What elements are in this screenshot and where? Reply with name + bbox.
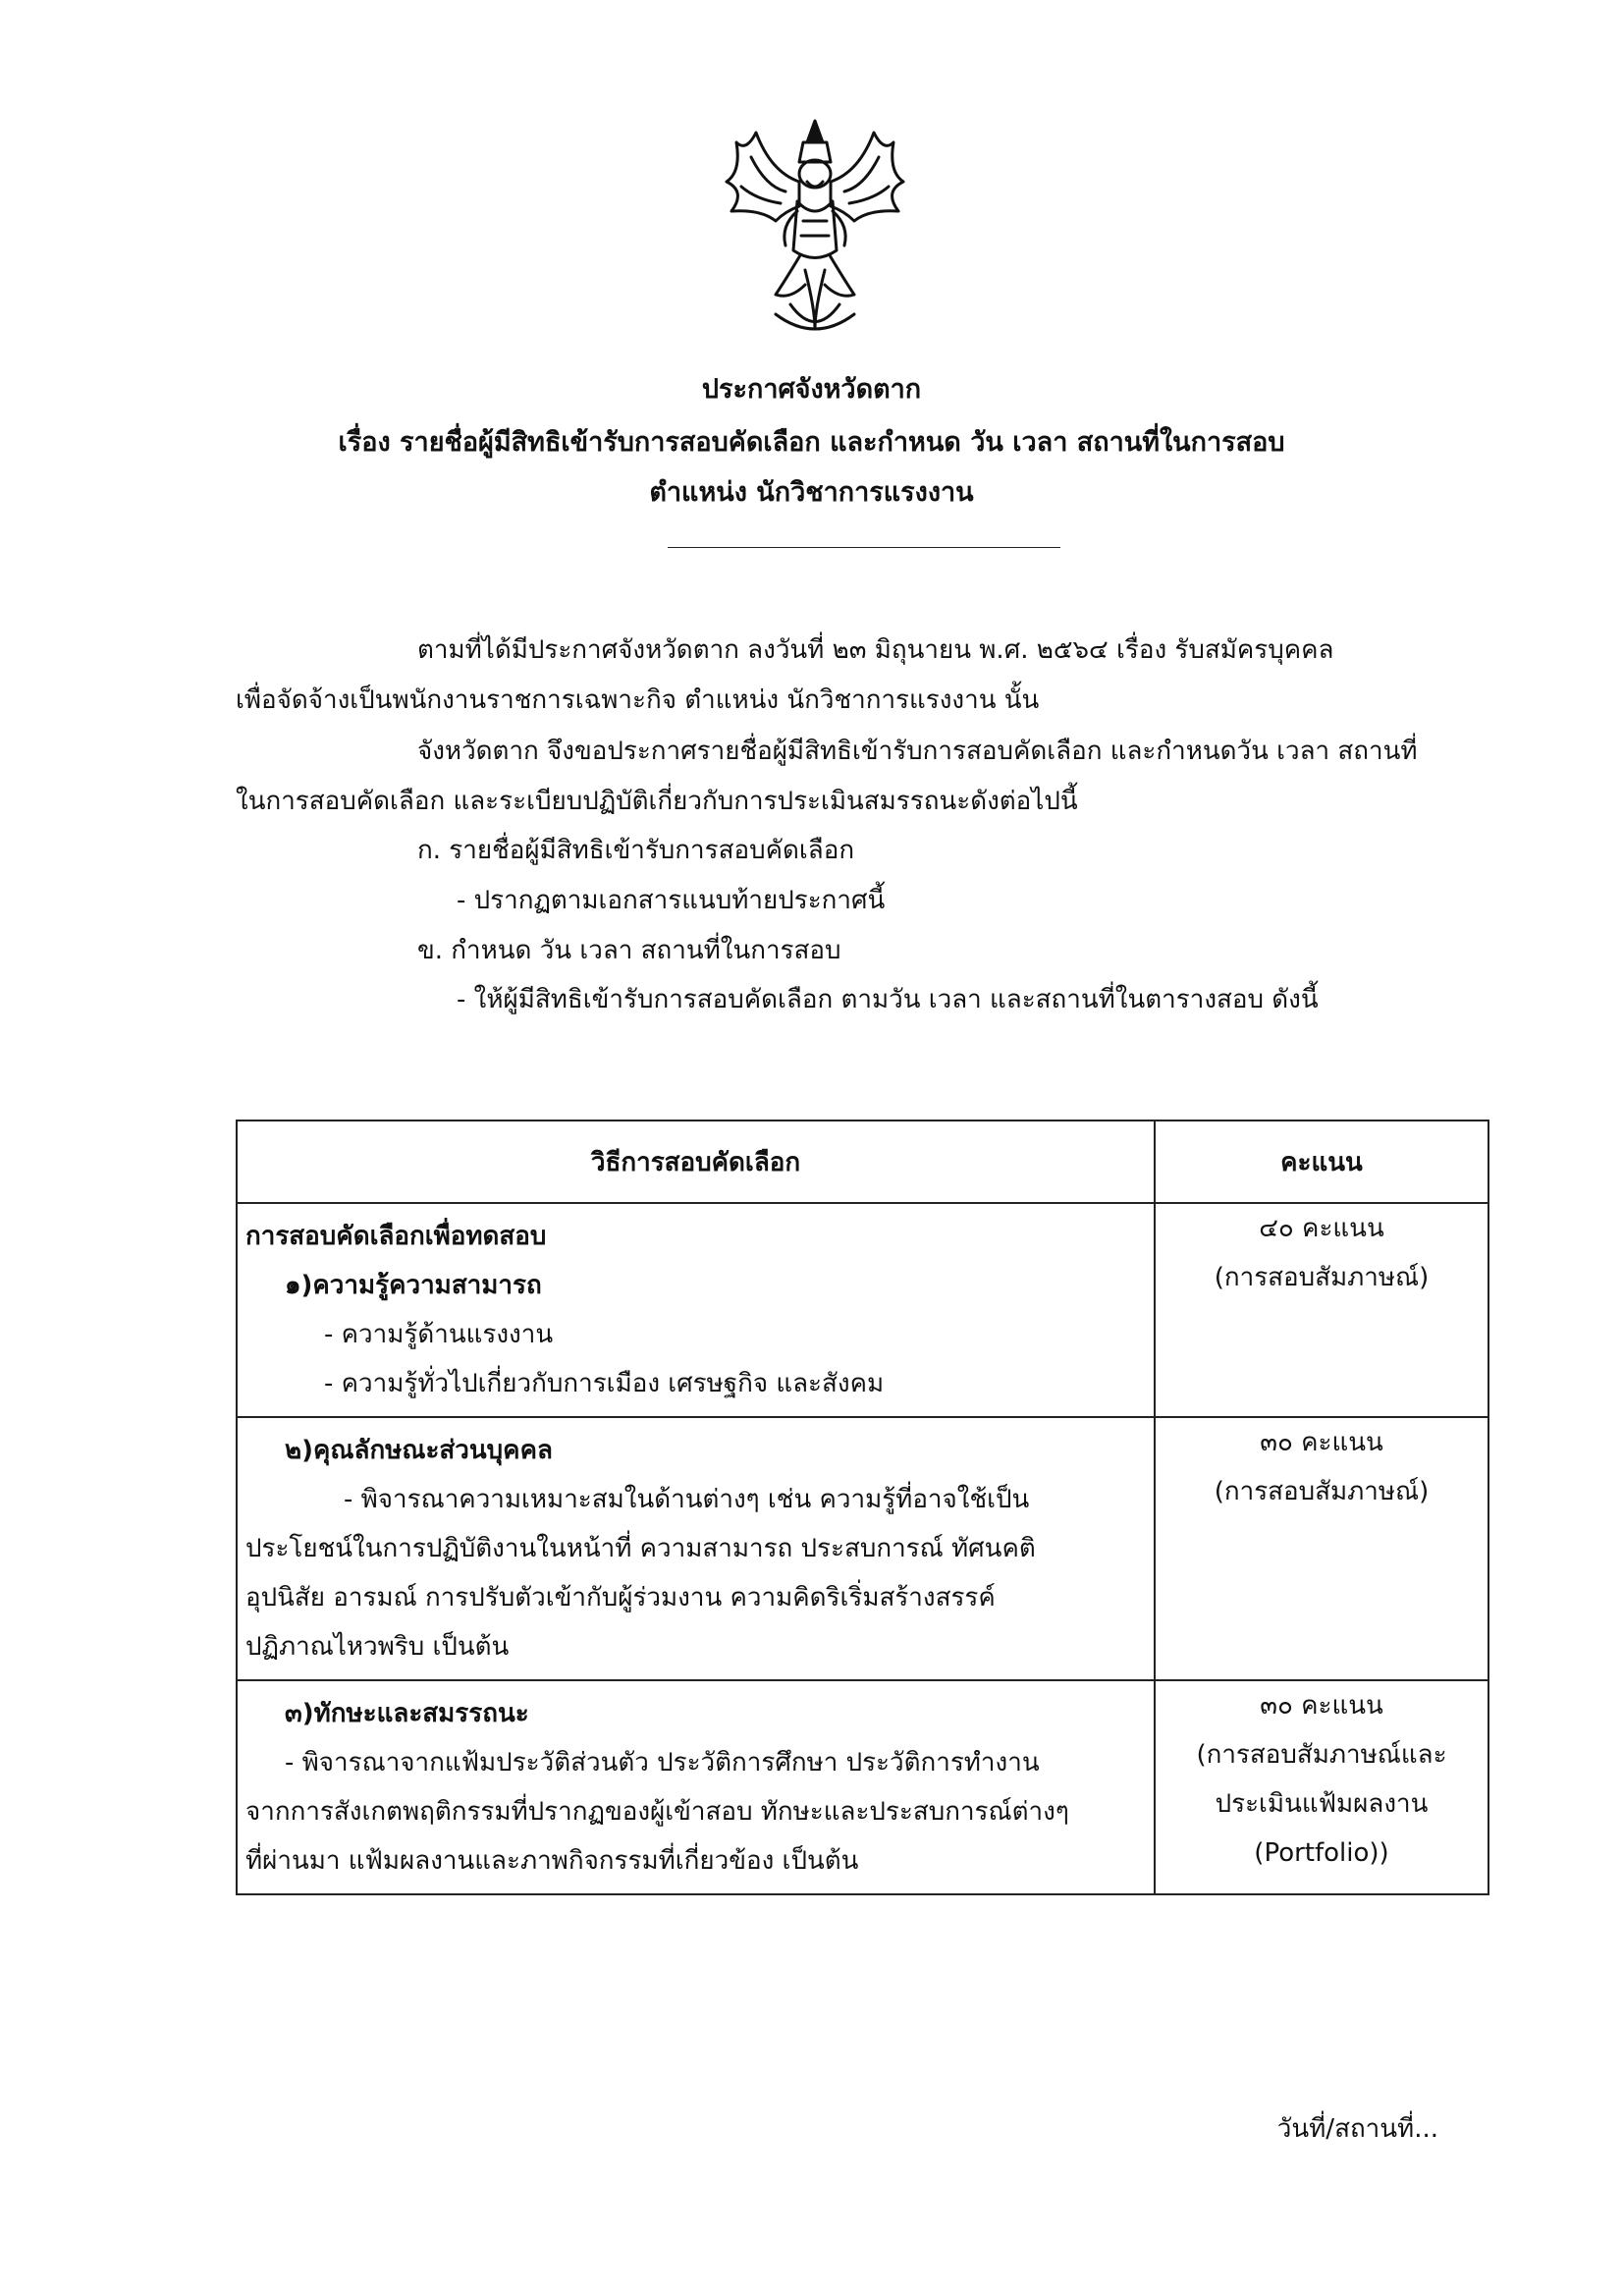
paragraph-1-line-1: ตามที่ได้มีประกาศจังหวัดตาก ลงวันที่ ๒๓ มิถุนายน พ.ศ. ๒๕๖๔ เรื่อง รับสมัครบุคคล: [417, 635, 1334, 665]
method-cell: [237, 1203, 1155, 1417]
paragraph-1-line-2: เพื่อจัดจ้างเป็นพนักงานราชการเฉพาะกิจ ตำแหน่ง นักวิชาการแรงงาน นั้น: [236, 685, 1040, 715]
continued-marker: วันที่/สถานที่...: [1276, 2114, 1438, 2144]
announcement-subject: เรื่อง รายชื่อผู้มีสิทธิเข้ารับการสอบคัดเลือก และกำหนด วัน เวลา สถานที่ในการสอบ: [338, 427, 1285, 458]
row-line: - ความรู้ด้านแรงงาน: [324, 1320, 554, 1349]
header-method: วิธีการสอบคัดเลือก: [237, 1121, 1155, 1203]
score-cell: [1155, 1417, 1488, 1680]
row-line: ปฏิภาณไหวพริบ เป็นต้น: [245, 1632, 510, 1662]
section-title: การสอบคัดเลือกเพื่อทดสอบ: [245, 1222, 547, 1251]
header-score: คะแนน: [1155, 1121, 1488, 1203]
item-b-detail: - ให้ผู้มีสิทธิเข้ารับการสอบคัดเลือก ตามวัน เวลา และสถานที่ในตารางสอบ ดังนี้: [457, 985, 1319, 1014]
score-cell: [1155, 1203, 1488, 1417]
title-divider: [668, 547, 1060, 548]
score-value: ๔๐ คะแนน: [1259, 1214, 1384, 1243]
score-value: ๓๐ คะแนน: [1260, 1428, 1383, 1457]
row-line: อุปนิสัย อารมณ์ การปรับตัวเข้ากับผู้ร่วมงาน ความคิดริเริ่มสร้างสรรค์: [245, 1583, 996, 1613]
method-cell: [237, 1680, 1155, 1894]
paragraph-2-line-2: ในการสอบคัดเลือก และระเบียบปฏิบัติเกี่ยวกับการประเมินสมรรถนะดังต่อไปนี้: [236, 787, 1078, 816]
row-line: ประโยชน์ในการปฏิบัติงานในหน้าที่ ความสามารถ ประสบการณ์ ทัศนคติ: [245, 1534, 1036, 1563]
exam-method-table: [236, 1120, 1489, 1895]
paragraph-2-line-1: จังหวัดตาก จึงขอประกาศรายชื่อผู้มีสิทธิเข้ารับการสอบคัดเลือก และกำหนดวัน เวลา สถานที่: [417, 737, 1418, 766]
score-cell: [1155, 1680, 1488, 1894]
table-header-row: [237, 1121, 1488, 1203]
table-row: [237, 1417, 1488, 1680]
row-title: ๒)คุณลักษณะส่วนบุคคล: [285, 1436, 553, 1465]
score-note: (Portfolio)): [1254, 1838, 1389, 1868]
row-line: - ความรู้ทั่วไปเกี่ยวกับการเมือง เศรษฐกิจ และสังคม: [324, 1369, 885, 1398]
item-a: ก. รายชื่อผู้มีสิทธิเข้ารับการสอบคัดเลือก: [417, 836, 855, 865]
table-row: [237, 1203, 1488, 1417]
row-line: จากการสังเกตพฤติกรรมที่ปรากฏของผู้เข้าสอบ ทักษะและประสบการณ์ต่างๆ: [245, 1797, 1069, 1827]
row-line: ที่ผ่านมา แฟ้มผลงานและภาพกิจกรรมที่เกี่ยวข้อง เป็นต้น: [245, 1846, 859, 1876]
score-note: (การสอบสัมภาษณ์และ: [1196, 1740, 1447, 1770]
method-cell: [237, 1417, 1155, 1680]
score-note: (การสอบสัมภาษณ์): [1214, 1263, 1430, 1292]
row-line: - พิจารณาจากแฟ้มประวัติส่วนตัว ประวัติการศึกษา ประวัติการทำงาน: [285, 1748, 1040, 1777]
row-line: - พิจารณาความเหมาะสมในด้านต่างๆ เช่น ความรู้ที่อาจใช้เป็น: [344, 1485, 1030, 1514]
item-b: ข. กำหนด วัน เวลา สถานที่ในการสอบ: [417, 936, 841, 965]
announcement-position: ตำแหน่ง นักวิชาการแรงงาน: [649, 477, 974, 508]
garuda-emblem-icon: [717, 113, 913, 339]
item-a-detail: - ปรากฏตามเอกสารแนบท้ายประกาศนี้: [457, 886, 886, 915]
score-note: (การสอบสัมภาษณ์): [1214, 1477, 1430, 1506]
table-row: [237, 1680, 1488, 1894]
row-title: ๓)ทักษะและสมรรถนะ: [285, 1699, 529, 1728]
announcement-title: ประกาศจังหวัดตาก: [701, 374, 922, 405]
row-title: ๑)ความรู้ความสามารถ: [285, 1271, 542, 1300]
score-value: ๓๐ คะแนน: [1260, 1691, 1383, 1721]
score-note: ประเมินแฟ้มผลงาน: [1215, 1789, 1429, 1819]
